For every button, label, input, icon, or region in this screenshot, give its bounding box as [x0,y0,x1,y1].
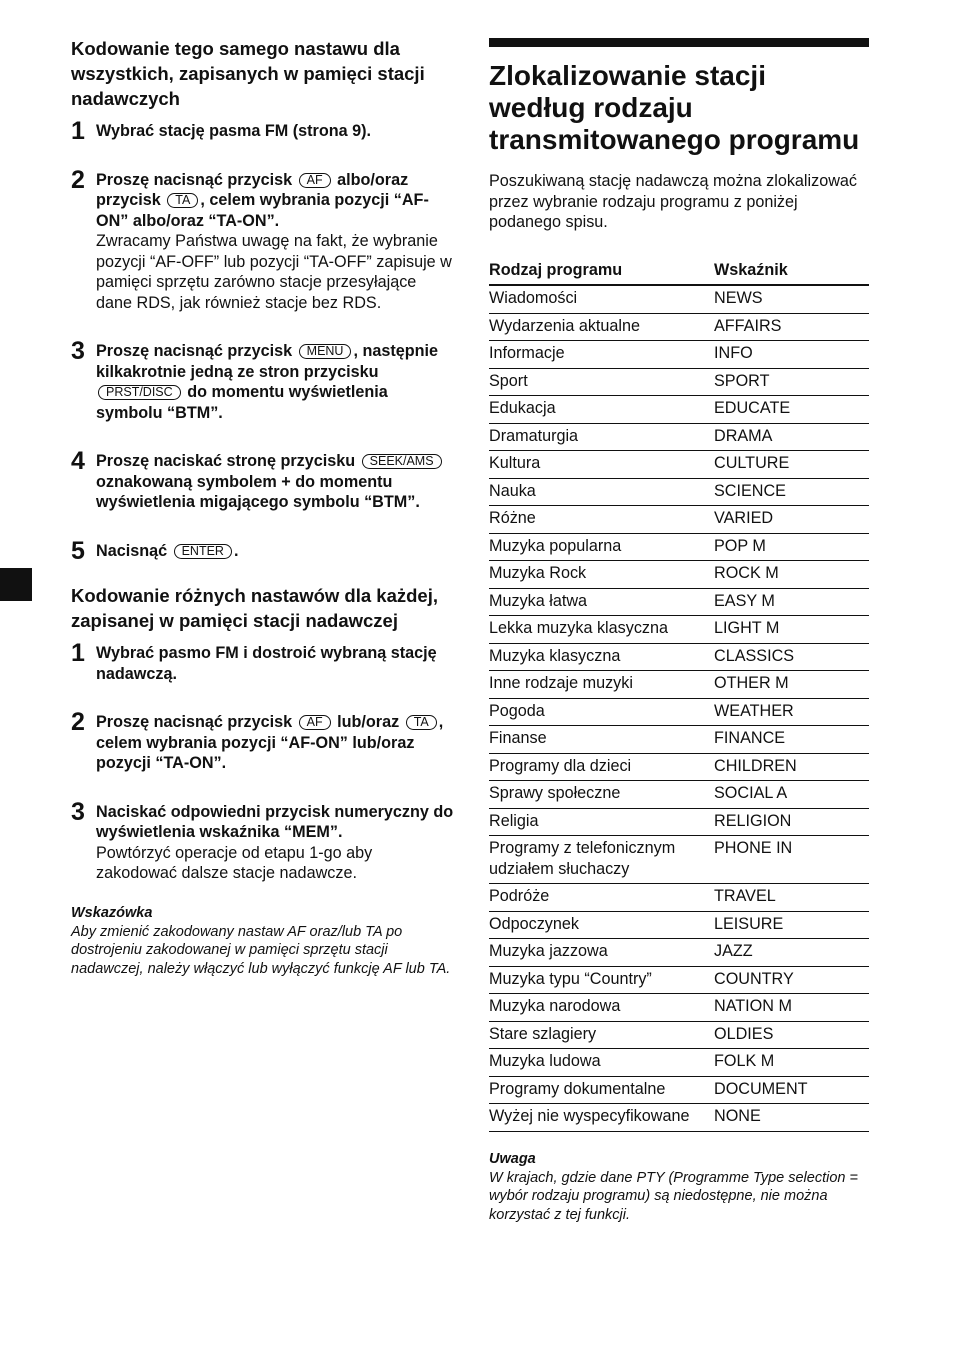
indicator-cell: SOCIAL A [714,781,869,809]
indicator-cell: OTHER M [714,671,869,699]
section-tab-marker [0,568,32,601]
step-number: 3 [71,337,85,365]
step-text-part: Proszę nacisnąć przycisk [96,170,293,189]
indicator-cell: PHONE IN [714,836,869,884]
step-text-part: . [233,541,239,560]
indicator-cell: RELIGION [714,808,869,836]
program-type-cell: Muzyka jazzowa [489,939,714,967]
table-row [489,341,869,369]
program-type-cell: Programy dla dzieci [489,753,714,781]
indicator-cell: FOLK M [714,1049,869,1077]
step-text-part: oznakowaną symbolem + do momentu wyświetlenia migającego symbolu “BTM”. [96,472,420,511]
step-instruction [96,712,456,774]
program-type-cell: Muzyka klasyczna [489,643,714,671]
section-heading-same-setting: Kodowanie tego samego nastawu dla wszystkich, zapisanych w pamięci stacji nadawczych [71,38,425,109]
program-type-cell: Finanse [489,726,714,754]
table-row [489,313,869,341]
column-header-program-type: Rodzaj programu [489,258,714,286]
table-row [489,561,869,589]
indicator-cell: DRAMA [714,423,869,451]
program-type-cell: Wiadomości [489,285,714,313]
table-row [489,533,869,561]
program-type-cell: Sport [489,368,714,396]
table-row [489,726,869,754]
step-1 [71,117,456,145]
table-row [489,698,869,726]
program-type-cell: Różne [489,506,714,534]
program-type-cell: Muzyka narodowa [489,994,714,1022]
table-row [489,368,869,396]
title-rule [489,38,869,47]
indicator-cell: NONE [714,1104,869,1132]
step-number: 1 [71,639,85,667]
table-body [489,285,869,1131]
af-button-symbol: AF [299,715,331,730]
step-3 [71,797,456,884]
section-heading-different-settings: Kodowanie różnych nastawów dla każdej, zapisanej w pamięci stacji nadawczej [71,585,438,631]
indicator-cell: WEATHER [714,698,869,726]
indicator-cell: FINANCE [714,726,869,754]
indicator-cell: CULTURE [714,451,869,479]
indicator-cell: VARIED [714,506,869,534]
step-number: 5 [71,536,85,565]
indicator-cell: INFO [714,341,869,369]
table-row [489,616,869,644]
table-row [489,1104,869,1132]
indicator-cell: LIGHT M [714,616,869,644]
step-number: 4 [71,447,85,475]
step-text-part: Proszę nacisnąć przycisk [96,713,293,731]
indicator-cell: DOCUMENT [714,1076,869,1104]
step-instruction [96,341,456,423]
program-type-table [489,258,869,1132]
note-text: W krajach, gdzie dane PTY (Programme Type selection = wybór rodzaju programu) są niedostępne, nie można korzystać z tej funkcji. [489,1169,858,1223]
indicator-cell: OLDIES [714,1021,869,1049]
program-type-cell: Programy z telefonicznym udziałem słuchaczy [489,836,714,884]
step-text-part: , celem wybrania pozycji “AF-ON” albo/oraz “TA-ON”. [96,191,429,230]
program-type-cell: Kultura [489,451,714,479]
program-type-cell: Informacje [489,341,714,369]
table-row [489,808,869,836]
table-row [489,994,869,1022]
program-type-cell: Nauka [489,478,714,506]
table-row [489,1049,869,1077]
prst-disc-button-symbol: PRST/DISC [98,385,181,400]
table-row [489,836,869,884]
step-instruction [96,451,456,513]
program-type-cell: Programy dokumentalne [489,1076,714,1104]
step-text-part: lub/oraz [337,713,400,731]
menu-button-symbol: MENU [299,344,352,359]
program-type-cell: Edukacja [489,396,714,424]
table-row [489,884,869,912]
indicator-cell: JAZZ [714,939,869,967]
table-row [489,939,869,967]
indicator-cell: EASY M [714,588,869,616]
table-row [489,781,869,809]
program-type-cell: Muzyka typu “Country” [489,966,714,994]
step-instruction: Wybrać pasmo FM i dostroić wybraną stację nadawczą. [96,644,437,683]
step-3 [71,337,456,423]
tip-text: Aby zmienić zakodowany nastaw AF oraz/lub TA po dostrojeniu zakodowanej w pamięci sprzętu stacji nadawczej, należy włączyć lub wyłączyć funkcję AF lub TA. [71,923,451,977]
step-text-part: , celem wybrania pozycji “AF-ON” lub/oraz pozycji “TA-ON”. [96,713,444,772]
table-row [489,753,869,781]
program-type-cell: Sprawy społeczne [489,781,714,809]
tip-title: Wskazówka [71,904,153,921]
step-2 [71,708,456,774]
indicator-cell: CLASSICS [714,643,869,671]
table-row [489,478,869,506]
step-instruction: Wybrać stację pasma FM (strona 9). [96,122,371,140]
step-number: 2 [71,708,85,736]
program-type-cell: Wyżej nie wyspecyfikowane [489,1104,714,1132]
step-text-part: Proszę nacisnąć przycisk [96,342,293,360]
indicator-cell: SCIENCE [714,478,869,506]
intro-paragraph: Poszukiwaną stację nadawczą można zlokalizować przez wybranie rodzaju programu z poniżej podanego spisu. [489,172,857,231]
seek-ams-button-symbol: SEEK/AMS [362,454,442,469]
program-type-cell: Stare szlagiery [489,1021,714,1049]
table-row [489,1076,869,1104]
step-instruction [96,541,456,562]
program-type-cell: Muzyka Rock [489,561,714,589]
column-header-indicator: Wskaźnik [714,258,869,286]
table-row [489,588,869,616]
step-number: 2 [71,165,85,194]
indicator-cell: NATION M [714,994,869,1022]
page-title: Zlokalizowanie stacji według rodzaju transmitowanego programu [489,60,860,155]
af-button-symbol: AF [299,173,331,188]
step-text-part: , następnie kilkakrotnie jedną ze stron przycisku [96,342,439,381]
tip-box [71,904,456,979]
step-instruction [96,170,456,232]
step-instruction: Naciskać odpowiedni przycisk numeryczny do wyświetlenia wskaźnika “MEM”. [96,802,454,841]
step-note: Zwracamy Państwa uwagę na fakt, że wybranie pozycji “AF-OFF” lub pozycji “TA-OFF” zapisuje w pamięci sprzętu zarówno stacje przesyłające dane RDS, jak również stacje bez RDS. [96,232,452,312]
table-row [489,506,869,534]
table-row [489,285,869,313]
program-type-cell: Wydarzenia aktualne [489,313,714,341]
step-text-part: Nacisnąć [96,541,168,560]
program-type-cell: Muzyka popularna [489,533,714,561]
step-text-part: albo/oraz przycisk [96,170,409,209]
program-type-cell: Muzyka łatwa [489,588,714,616]
enter-button-symbol: ENTER [174,544,232,559]
program-type-cell: Odpoczynek [489,911,714,939]
table-row [489,966,869,994]
indicator-cell: POP M [714,533,869,561]
step-4 [71,447,456,513]
indicator-cell: TRAVEL [714,884,869,912]
program-type-cell: Muzyka ludowa [489,1049,714,1077]
step-note: Powtórzyć operacje od etapu 1-go aby zakodować dalsze stacje nadawcze. [96,843,373,882]
indicator-cell: EDUCATE [714,396,869,424]
step-2 [71,165,456,314]
program-type-cell: Dramaturgia [489,423,714,451]
table-row [489,671,869,699]
indicator-cell: CHILDREN [714,753,869,781]
table-row [489,423,869,451]
indicator-cell: ROCK M [714,561,869,589]
program-type-cell: Lekka muzyka klasyczna [489,616,714,644]
step-number: 1 [71,117,85,145]
note-box [489,1150,869,1225]
step-text-part: do momentu wyświetlenia symbolu “BTM”. [96,383,388,422]
indicator-cell: COUNTRY [714,966,869,994]
right-column [489,38,869,1224]
indicator-cell: NEWS [714,285,869,313]
table-header-row [489,258,869,286]
ta-button-symbol: TA [406,715,437,730]
step-1 [71,639,456,684]
program-type-cell: Inne rodzaje muzyki [489,671,714,699]
step-5 [71,536,456,565]
indicator-cell: SPORT [714,368,869,396]
note-title: Uwaga [489,1150,536,1167]
table-row [489,451,869,479]
indicator-cell: LEISURE [714,911,869,939]
left-column [71,36,456,978]
indicator-cell: AFFAIRS [714,313,869,341]
table-row [489,911,869,939]
table-row [489,1021,869,1049]
table-row [489,396,869,424]
table-row [489,643,869,671]
step-text-part: Proszę naciskać stronę przycisku [96,452,356,470]
program-type-cell: Podróże [489,884,714,912]
program-type-cell: Religia [489,808,714,836]
ta-button-symbol: TA [167,193,198,208]
program-type-cell: Pogoda [489,698,714,726]
step-number: 3 [71,797,85,826]
